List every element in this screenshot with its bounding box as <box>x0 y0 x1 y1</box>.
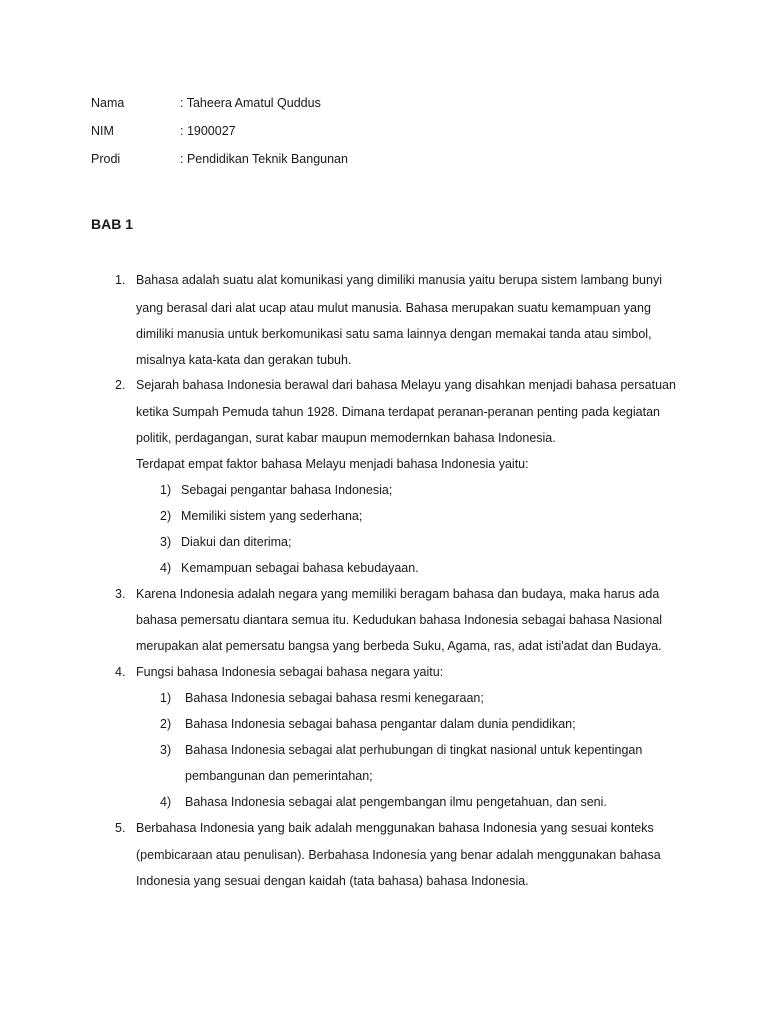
list-item-number: 2. <box>115 378 126 392</box>
list-item-line: Fungsi bahasa Indonesia sebagai bahasa negara yaitu: <box>136 665 444 679</box>
sub-item-number: 1) <box>160 691 172 705</box>
sub-item-number: 4) <box>160 795 172 809</box>
prodi-value: : Pendidikan Teknik Bangunan <box>180 152 348 166</box>
info-row-nim <box>91 121 236 141</box>
info-row-prodi <box>91 149 348 169</box>
list-item-line: merupakan alat pemersatu bangsa yang berbeda Suku, Agama, ras, adat isti'adat dan Budaya. <box>136 639 662 653</box>
list-item-number: 1. <box>115 273 126 287</box>
list-item-number: 3. <box>115 587 126 601</box>
nama-label: Nama <box>91 96 125 110</box>
list-item-line: (pembicaraan atau penulisan). Berbahasa Indonesia yang benar adalah menggunakan bahasa <box>136 848 661 862</box>
nama-value: : Taheera Amatul Quddus <box>180 96 321 110</box>
sub-item-text: Bahasa Indonesia sebagai alat perhubungan di tingkat nasional untuk kepentingan <box>185 743 643 757</box>
list-item-line: politik, perdagangan, surat kabar maupun memodernkan bahasa Indonesia. <box>136 431 556 445</box>
sub-item-text: pembangunan dan pemerintahan; <box>185 769 373 783</box>
sub-item-text: Bahasa Indonesia sebagai bahasa resmi kenegaraan; <box>185 691 484 705</box>
list-item-line: Karena Indonesia adalah negara yang memiliki beragam bahasa dan budaya, maka harus ada <box>136 587 660 601</box>
list-item-line: Sejarah bahasa Indonesia berawal dari bahasa Melayu yang disahkan menjadi bahasa persatuan <box>136 378 676 392</box>
list-item-line: Indonesia yang sesuai dengan kaidah (tata bahasa) bahasa Indonesia. <box>136 874 529 888</box>
sub-item-number: 3) <box>160 743 172 757</box>
nim-value: : 1900027 <box>180 124 236 138</box>
prodi-label: Prodi <box>91 152 121 166</box>
list-item-line: bahasa pemersatu diantara semua itu. Kedudukan bahasa Indonesia sebagai bahasa Nasional <box>136 613 663 627</box>
sub-item-number: 3) <box>160 535 172 549</box>
sub-item-text: Memiliki sistem yang sederhana; <box>181 509 363 523</box>
list-item-number: 5. <box>115 821 126 835</box>
sub-item-text: Kemampuan sebagai bahasa kebudayaan. <box>181 561 419 575</box>
chapter-heading: BAB 1 <box>91 216 134 232</box>
list-item-line: Berbahasa Indonesia yang baik adalah menggunakan bahasa Indonesia yang sesuai konteks <box>136 821 654 835</box>
sub-item-text: Bahasa Indonesia sebagai bahasa pengantar dalam dunia pendidikan; <box>185 717 576 731</box>
list-item-number: 4. <box>115 665 126 679</box>
sub-item-text: Diakui dan diterima; <box>181 535 292 549</box>
sub-item-text: Bahasa Indonesia sebagai alat pengembangan ilmu pengetahuan, dan seni. <box>185 795 607 809</box>
list-item-line: misalnya kata-kata dan gerakan tubuh. <box>136 353 352 367</box>
list-item-line: dimiliki manusia untuk berkomunikasi satu sama lainnya dengan memakai tanda atau simbol, <box>136 327 652 341</box>
info-row-nama <box>91 93 321 113</box>
sub-item-number: 2) <box>160 717 172 731</box>
sub-item-number: 4) <box>160 561 172 575</box>
list-item-line: Bahasa adalah suatu alat komunikasi yang dimiliki manusia yaitu berupa sistem lambang bunyi <box>136 273 662 287</box>
list-item-line: yang berasal dari alat ucap atau mulut manusia. Bahasa merupakan suatu kemampuan yang <box>136 301 651 315</box>
sub-item-number: 1) <box>160 483 172 497</box>
nim-label: NIM <box>91 124 114 138</box>
sub-item-number: 2) <box>160 509 172 523</box>
list-item-line: Terdapat empat faktor bahasa Melayu menjadi bahasa Indonesia yaitu: <box>136 457 529 471</box>
list-item-line: ketika Sumpah Pemuda tahun 1928. Dimana terdapat peranan-peranan penting pada kegiatan <box>136 405 660 419</box>
sub-item-text: Sebagai pengantar bahasa Indonesia; <box>181 483 393 497</box>
